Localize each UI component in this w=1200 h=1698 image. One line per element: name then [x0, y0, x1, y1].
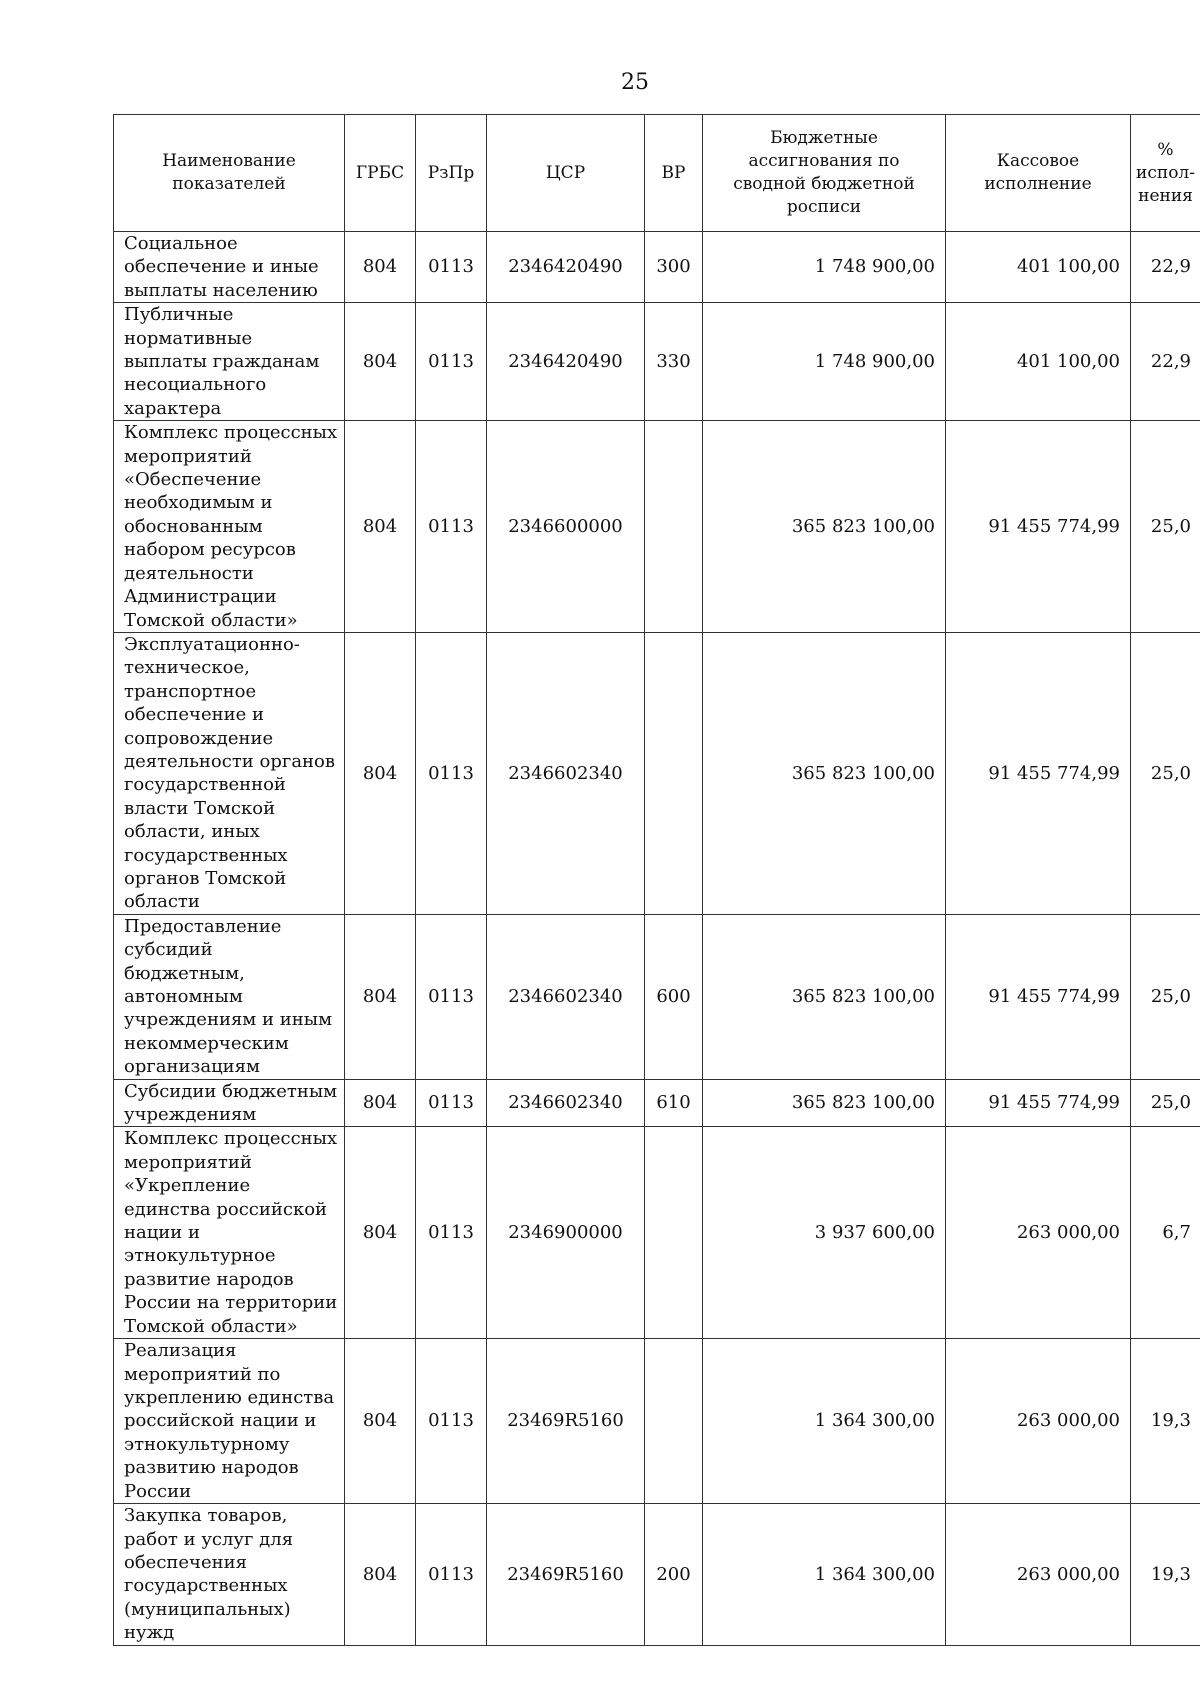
row-csr: 2346602340	[487, 914, 645, 1079]
row-cash: 401 100,00	[946, 303, 1131, 421]
row-budget: 365 823 100,00	[703, 1079, 946, 1127]
page-number: 25	[621, 70, 649, 95]
row-rzpr: 0113	[416, 914, 487, 1079]
budget-table	[113, 114, 1200, 1646]
row-name: Эксплуатационно-техническое, транспортное обеспечение и сопровождение деятельности органов государственной власти Томской области, иных государственных органов Томской области	[114, 632, 345, 914]
row-cash: 263 000,00	[946, 1339, 1131, 1504]
row-grbs: 804	[345, 232, 416, 303]
table-row	[114, 914, 1200, 1079]
row-grbs: 804	[345, 1504, 416, 1645]
row-grbs: 804	[345, 1079, 416, 1127]
row-name: Социальное обеспечение и иные выплаты населению	[114, 232, 345, 303]
row-cash: 91 455 774,99	[946, 1079, 1131, 1127]
row-name: Публичные нормативные выплаты гражданам несоциального характера	[114, 303, 345, 421]
row-rzpr: 0113	[416, 1079, 487, 1127]
table-row	[114, 1127, 1200, 1339]
table-row	[114, 1079, 1200, 1127]
header-percent: % испол-нения	[1131, 115, 1200, 232]
header-vr: ВР	[645, 115, 703, 232]
row-percent: 25,0	[1131, 914, 1200, 1079]
row-percent: 25,0	[1131, 1079, 1200, 1127]
row-rzpr: 0113	[416, 1127, 487, 1339]
row-name: Закупка товаров, работ и услуг для обеспечения государственных (муниципальных) нужд	[114, 1504, 345, 1645]
table-row	[114, 1504, 1200, 1645]
row-cash: 91 455 774,99	[946, 914, 1131, 1079]
row-budget: 1 748 900,00	[703, 232, 946, 303]
row-cash: 401 100,00	[946, 232, 1131, 303]
row-cash: 91 455 774,99	[946, 632, 1131, 914]
row-grbs: 804	[345, 421, 416, 633]
row-budget: 3 937 600,00	[703, 1127, 946, 1339]
row-name: Комплекс процессных мероприятий «Укрепление единства российской нации и этнокультурное развитие народов России на территории Томской области»	[114, 1127, 345, 1339]
row-percent: 19,3	[1131, 1504, 1200, 1645]
row-name: Предоставление субсидий бюджетным, автономным учреждениям и иным некоммерческим организациям	[114, 914, 345, 1079]
row-budget: 365 823 100,00	[703, 914, 946, 1079]
row-vr	[645, 632, 703, 914]
row-vr	[645, 421, 703, 633]
row-vr: 600	[645, 914, 703, 1079]
table-row	[114, 632, 1200, 914]
row-vr: 200	[645, 1504, 703, 1645]
row-percent: 6,7	[1131, 1127, 1200, 1339]
table-row	[114, 232, 1200, 303]
row-rzpr: 0113	[416, 632, 487, 914]
row-csr: 2346602340	[487, 1079, 645, 1127]
row-vr: 300	[645, 232, 703, 303]
row-csr: 2346600000	[487, 421, 645, 633]
header-rzpr: РзПр	[416, 115, 487, 232]
row-percent: 22,9	[1131, 232, 1200, 303]
header-name: Наименование показателей	[114, 115, 345, 232]
header-row	[114, 115, 1200, 232]
row-grbs: 804	[345, 1339, 416, 1504]
table-row	[114, 421, 1200, 633]
row-grbs: 804	[345, 1127, 416, 1339]
row-budget: 365 823 100,00	[703, 632, 946, 914]
row-grbs: 804	[345, 914, 416, 1079]
header-budget: Бюджетные ассигнования по сводной бюджетной росписи	[703, 115, 946, 232]
row-rzpr: 0113	[416, 232, 487, 303]
row-csr: 2346900000	[487, 1127, 645, 1339]
row-percent: 25,0	[1131, 632, 1200, 914]
row-vr: 610	[645, 1079, 703, 1127]
row-budget: 365 823 100,00	[703, 421, 946, 633]
row-name: Комплекс процессных мероприятий «Обеспечение необходимым и обоснованным набором ресурсов деятельности Администрации Томской области»	[114, 421, 345, 633]
header-csr: ЦСР	[487, 115, 645, 232]
table-row	[114, 303, 1200, 421]
row-grbs: 804	[345, 632, 416, 914]
row-rzpr: 0113	[416, 1504, 487, 1645]
row-vr	[645, 1339, 703, 1504]
row-csr: 23469R5160	[487, 1504, 645, 1645]
row-budget: 1 748 900,00	[703, 303, 946, 421]
row-rzpr: 0113	[416, 303, 487, 421]
row-budget: 1 364 300,00	[703, 1339, 946, 1504]
row-name: Реализация мероприятий по укреплению единства российской нации и этнокультурному развитию народов России	[114, 1339, 345, 1504]
row-percent: 19,3	[1131, 1339, 1200, 1504]
row-name: Субсидии бюджетным учреждениям	[114, 1079, 345, 1127]
row-csr: 23469R5160	[487, 1339, 645, 1504]
row-cash: 91 455 774,99	[946, 421, 1131, 633]
row-vr	[645, 1127, 703, 1339]
row-rzpr: 0113	[416, 421, 487, 633]
row-csr: 2346420490	[487, 303, 645, 421]
row-budget: 1 364 300,00	[703, 1504, 946, 1645]
row-percent: 25,0	[1131, 421, 1200, 633]
row-grbs: 804	[345, 303, 416, 421]
row-vr: 330	[645, 303, 703, 421]
table-row	[114, 1339, 1200, 1504]
header-cash: Кассовое исполнение	[946, 115, 1131, 232]
row-csr: 2346420490	[487, 232, 645, 303]
row-cash: 263 000,00	[946, 1127, 1131, 1339]
row-cash: 263 000,00	[946, 1504, 1131, 1645]
header-grbs: ГРБС	[345, 115, 416, 232]
row-csr: 2346602340	[487, 632, 645, 914]
row-rzpr: 0113	[416, 1339, 487, 1504]
row-percent: 22,9	[1131, 303, 1200, 421]
